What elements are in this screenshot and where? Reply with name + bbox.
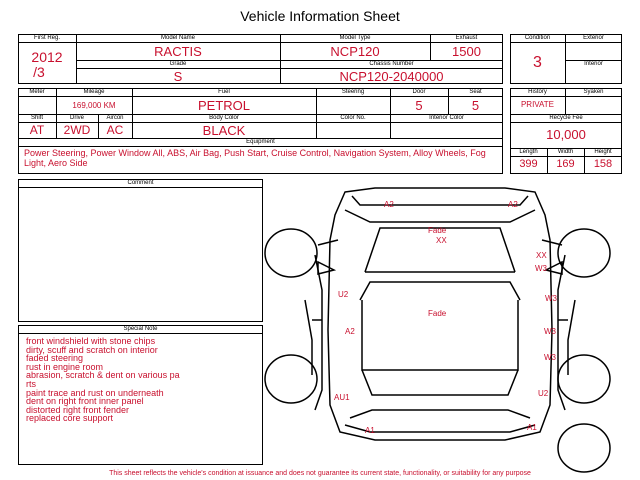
condition-value: 3: [533, 54, 542, 71]
equipment-value: Power Steering, Power Window All, ABS, Air Bag, Push Start, Cruise Control, Navigation System, Alloy Wheels, Fog Light, Aero Side: [24, 148, 486, 168]
wheel-rear-left: [265, 355, 317, 403]
damage-mark: A2: [345, 327, 355, 336]
special-note-item: abrasion, scratch & dent on various pa: [26, 370, 180, 381]
wheel-front-left: [265, 229, 317, 277]
meter-label: Meter: [29, 89, 45, 95]
interior-label: Interior: [584, 61, 603, 67]
damage-mark: XX: [536, 251, 547, 260]
grade-label: Grade: [169, 61, 187, 67]
damage-mark: U2: [338, 290, 349, 299]
history-label: History: [528, 89, 547, 95]
length-value: 399: [519, 158, 538, 170]
seat-value: 5: [471, 98, 480, 113]
color-no-label: Color No.: [340, 115, 366, 121]
first-reg-label: First Reg.: [33, 35, 60, 41]
mileage-value: 169,000 KM: [72, 101, 116, 110]
comment-box: [18, 179, 263, 322]
spare-wheel: [558, 424, 610, 472]
fuel-value: PETROL: [197, 98, 250, 113]
disclaimer: This sheet reflects the vehicle's condition at issuance and does not guarantee its current state, functionality, or suitability for any purpose: [109, 470, 531, 477]
wheel-rear-right: [558, 355, 610, 403]
comment-label: Comment: [127, 180, 154, 186]
sheet-title: Vehicle Information Sheet: [240, 8, 400, 24]
width-label: Width: [557, 149, 574, 155]
door-value: 5: [415, 98, 423, 113]
damage-mark: A2: [384, 200, 394, 209]
special-note-item: front windshield with stone chips: [26, 336, 156, 346]
damage-mark: AU1: [334, 393, 350, 402]
special-note-item: faded steering: [26, 353, 84, 364]
special-note-item: rust in engine room: [26, 361, 104, 372]
body-color-label: Body Color: [209, 115, 239, 121]
grade-value: S: [173, 69, 183, 84]
damage-mark: W3: [535, 264, 547, 273]
syaken-label: Syaken: [583, 89, 604, 95]
recycle-fee-value: 10,000: [546, 127, 586, 142]
recycle-fee-label: Recycle Fee: [549, 115, 583, 121]
exterior-label: Exterior: [583, 35, 604, 41]
fuel-label: Fuel: [218, 89, 230, 95]
height-value: 158: [593, 158, 613, 170]
special-note-label: Special Note: [123, 326, 158, 332]
height-label: Height: [594, 149, 612, 155]
shift-value: AT: [29, 123, 45, 137]
condition-label: Condition: [524, 35, 551, 41]
special-note-item: distorted right front fender: [26, 404, 130, 415]
special-note-item: dirty, scuff and scratch on interior: [26, 344, 158, 355]
chassis-number-label: Chassis Number: [369, 61, 414, 67]
special-notes-list: [26, 337, 266, 423]
damage-mark: W3: [545, 294, 557, 303]
damage-mark: Fade: [428, 309, 447, 318]
steering-label: Steering: [341, 89, 365, 95]
aircon-label: Aircon: [106, 115, 124, 121]
special-note-item: paint trace and rust on underneath: [26, 387, 164, 398]
wheel-front-right: [558, 229, 610, 277]
exhaust-label: Exhaust: [455, 35, 478, 41]
drive-label: Drive: [69, 115, 84, 121]
damage-mark: XX: [436, 236, 447, 245]
damage-mark: A1: [527, 423, 537, 432]
damage-mark: U2: [538, 389, 549, 398]
model-type-value: NCP120: [330, 44, 380, 59]
first-reg-year-value: 2012: [31, 49, 63, 65]
damage-mark: Fade: [428, 226, 447, 235]
mileage-label: Mileage: [83, 89, 105, 95]
interior-color-label: Interior Color: [429, 115, 464, 121]
special-note-item: dent on right front inner panel: [26, 396, 144, 407]
aircon-value: AC: [106, 123, 124, 137]
special-note-item: replaced core support: [26, 413, 114, 424]
exhaust-value: 1500: [452, 44, 481, 59]
special-note-item: rts: [26, 378, 36, 389]
model-type-label: Model Type: [339, 35, 371, 41]
drive-value: 2WD: [63, 123, 91, 137]
first-reg-month-value: /3: [33, 64, 45, 80]
damage-mark: W3: [544, 353, 556, 362]
length-label: Length: [519, 149, 538, 155]
chassis-number-value: NCP120-2040000: [339, 69, 444, 84]
door-label: Door: [412, 89, 426, 95]
model-name-value: RACTIS: [154, 44, 202, 59]
history-value: PRIVATE: [520, 100, 555, 109]
body-color-value: BLACK: [202, 123, 246, 138]
damage-mark: A2: [508, 200, 518, 209]
width-value: 169: [556, 158, 575, 170]
model-name-label: Model Name: [160, 35, 195, 41]
shift-label: Shift: [30, 115, 43, 121]
seat-label: Seat: [469, 89, 482, 95]
damage-mark: A1: [365, 426, 375, 435]
equipment-label: Equipment: [246, 139, 275, 145]
damage-mark: W3: [544, 327, 556, 336]
